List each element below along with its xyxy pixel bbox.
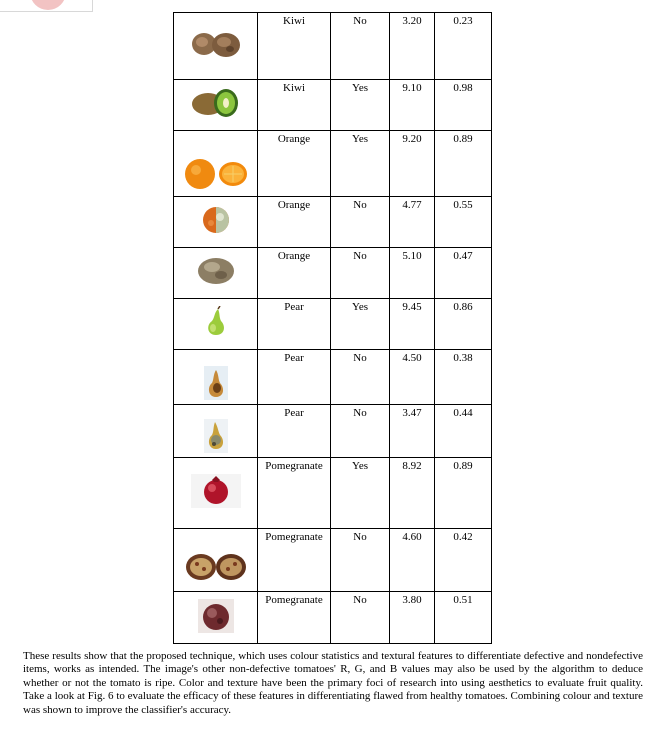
probability-cell: 0.98 (435, 80, 492, 131)
fruit-cell: Orange (258, 197, 331, 248)
fruit-cell: Orange (258, 131, 331, 197)
score-cell: 3.20 (390, 13, 435, 80)
pomegranate-rotten-halves-image (174, 529, 258, 592)
pomegranate-healthy-image (174, 458, 258, 529)
fruit-results-table (173, 12, 492, 644)
orange-healthy-image (174, 131, 258, 197)
fruit-cell: Pomegranate (258, 592, 331, 644)
table-row (174, 299, 492, 350)
score-cell: 5.10 (390, 248, 435, 299)
table-row (174, 80, 492, 131)
table-row (174, 350, 492, 405)
kiwi-healthy-image (174, 80, 258, 131)
table-row (174, 529, 492, 592)
defective-cell: Yes (331, 80, 390, 131)
results-paragraph: These results show that the proposed technique, which uses colour statistics and textural features to differentiate defective and nondefective items, works as intended. The image's other non-defective tomatoes' R, G, and B values may also be used by the algorithm to deduce whether or not the tomato is ripe. Color and texture have been the primary foci of research into using aesthetics to evaluate fruit quality. Take a look at Fig. 6 to evaluate the efficacy of these features in differentiating flawed from healthy tomatoes. Combining colour and texture was shown to improve the classifier's accuracy. (23, 650, 643, 716)
defective-cell: No (331, 592, 390, 644)
score-cell: 9.20 (390, 131, 435, 197)
fruit-cell: Pomegranate (258, 458, 331, 529)
table-row (174, 458, 492, 529)
probability-cell: 0.55 (435, 197, 492, 248)
probability-cell: 0.38 (435, 350, 492, 405)
orange-moldy-image (174, 197, 258, 248)
probability-cell: 0.47 (435, 248, 492, 299)
orange-rotten-image (174, 248, 258, 299)
score-cell: 9.10 (390, 80, 435, 131)
fruit-cell: Kiwi (258, 80, 331, 131)
defective-cell: No (331, 405, 390, 458)
defective-cell: Yes (331, 458, 390, 529)
fruit-cell: Pear (258, 299, 331, 350)
probability-cell: 0.89 (435, 131, 492, 197)
defective-cell: No (331, 350, 390, 405)
defective-cell: Yes (331, 131, 390, 197)
table-row (174, 131, 492, 197)
pear-moldy-image (174, 405, 258, 458)
score-cell: 4.77 (390, 197, 435, 248)
score-cell: 3.80 (390, 592, 435, 644)
fruit-cell: Pear (258, 405, 331, 458)
pomegranate-rotten-image (174, 592, 258, 644)
fruit-cell: Orange (258, 248, 331, 299)
pear-healthy-image (174, 299, 258, 350)
defective-cell: Yes (331, 299, 390, 350)
probability-cell: 0.23 (435, 13, 492, 80)
probability-cell: 0.86 (435, 299, 492, 350)
defective-cell: No (331, 529, 390, 592)
defective-cell: No (331, 197, 390, 248)
defective-cell: No (331, 13, 390, 80)
probability-cell: 0.42 (435, 529, 492, 592)
score-cell: 4.60 (390, 529, 435, 592)
fruit-cell: Pear (258, 350, 331, 405)
kiwi-defective-image (174, 13, 258, 80)
table-row (174, 405, 492, 458)
table-row (174, 197, 492, 248)
fruit-cell: Kiwi (258, 13, 331, 80)
table-row (174, 13, 492, 80)
logo-fragment (0, 0, 93, 12)
score-cell: 4.50 (390, 350, 435, 405)
score-cell: 8.92 (390, 458, 435, 529)
probability-cell: 0.51 (435, 592, 492, 644)
score-cell: 3.47 (390, 405, 435, 458)
table-row (174, 248, 492, 299)
score-cell: 9.45 (390, 299, 435, 350)
probability-cell: 0.44 (435, 405, 492, 458)
fruit-cell: Pomegranate (258, 529, 331, 592)
probability-cell: 0.89 (435, 458, 492, 529)
pear-rotten-image (174, 350, 258, 405)
defective-cell: No (331, 248, 390, 299)
table-row (174, 592, 492, 644)
